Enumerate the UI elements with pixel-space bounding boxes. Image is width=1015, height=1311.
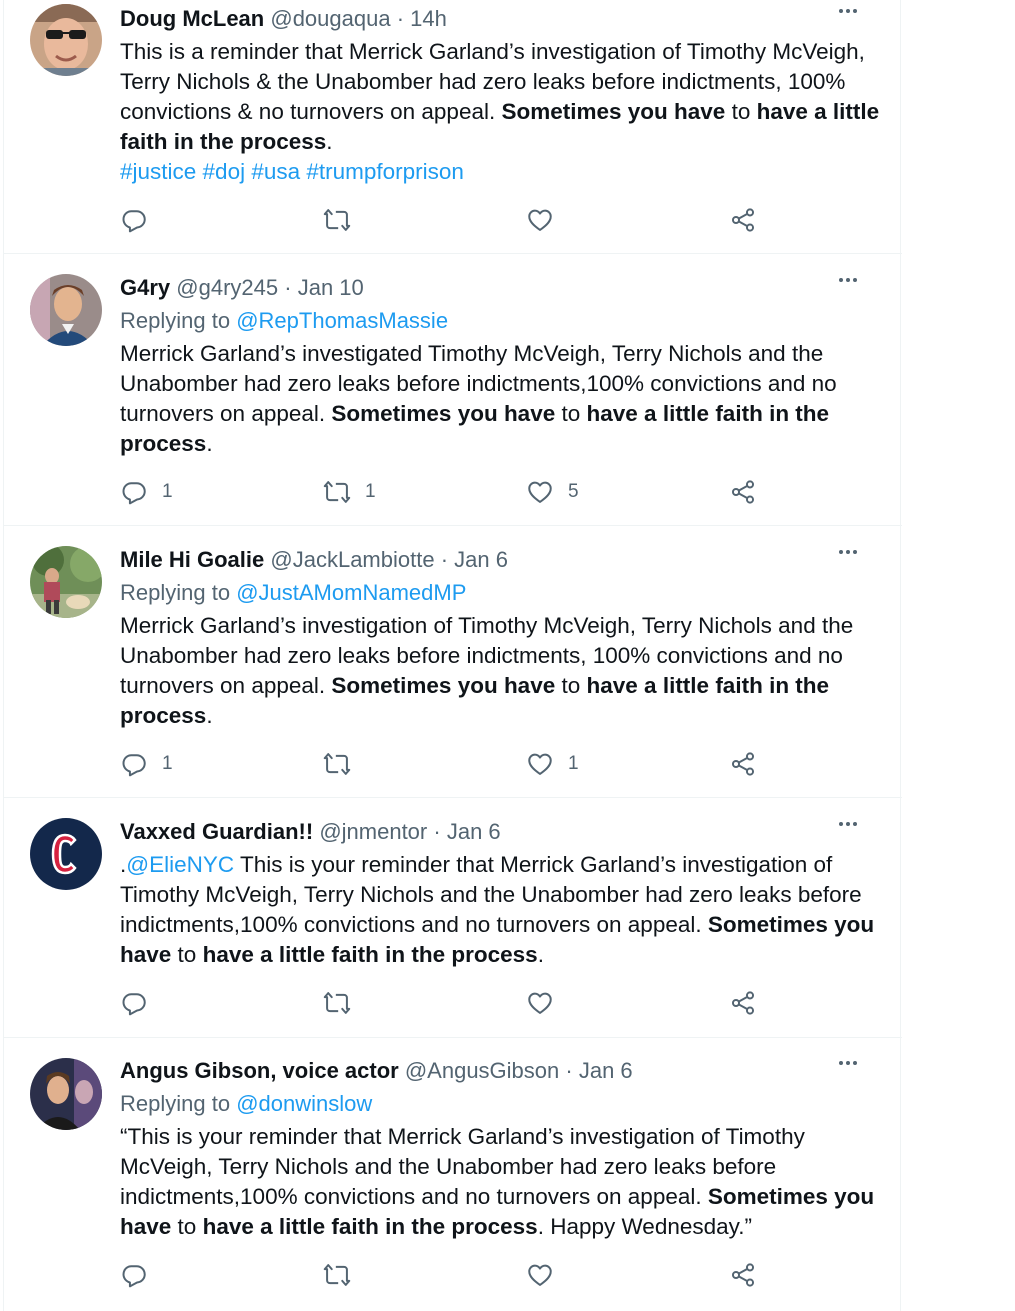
bold-text: Sometimes you have [331, 673, 556, 698]
author-handle[interactable]: @JackLambiotte [270, 547, 435, 572]
hashtags[interactable]: #justice #doj #usa #trumpforprison [120, 159, 464, 184]
text: . [206, 703, 213, 728]
avatar[interactable] [30, 818, 102, 890]
reply-count: 1 [162, 481, 173, 502]
replying-to [120, 306, 448, 336]
reply-button[interactable] [120, 205, 162, 235]
share-icon [729, 478, 757, 506]
like-icon [526, 750, 554, 778]
author-name[interactable]: Vaxxed Guardian!! [120, 819, 314, 844]
text: to [725, 99, 757, 124]
bold-text: have a little faith in the process [202, 1214, 538, 1239]
tweet-header [120, 546, 882, 574]
reply-button[interactable] [120, 749, 173, 779]
tweet[interactable] [4, 526, 902, 798]
retweet-icon [323, 1261, 351, 1289]
text: . [206, 431, 213, 456]
text: . [537, 942, 544, 967]
tweet-text [120, 37, 895, 187]
text: This is a reminder that Merrick Garland’s investigation of Timothy McVeigh, Terry Nichols & the Unabomber had zero leaks before indictments, 100% convictions & no turnovers on appeal. [120, 39, 865, 124]
replying-label: Replying to [120, 308, 231, 333]
like-button[interactable] [526, 205, 568, 235]
avatar[interactable] [30, 4, 102, 76]
text: Merrick Garland’s investigation of Timothy McVeigh, Terry Nichols and the Unabomber had zero leaks before indictments, 100% convictions and no turnovers on appeal. [120, 613, 854, 698]
timestamp[interactable]: Jan 6 [454, 547, 508, 572]
like-count: 1 [568, 753, 579, 774]
reply-icon [120, 206, 148, 234]
retweet-button[interactable] [323, 988, 365, 1018]
separator: · [433, 819, 441, 844]
retweet-button[interactable] [323, 1260, 365, 1290]
text: Merrick Garland’s investigated Timothy McVeigh, Terry Nichols and the Unabomber had zero leaks before indictments,100% convictions and no turnovers on appeal. [120, 341, 837, 426]
timestamp[interactable]: Jan 6 [578, 1058, 633, 1083]
tweet[interactable] [4, 254, 902, 526]
tweet[interactable] [4, 1038, 902, 1311]
replying-label: Replying to [120, 1091, 231, 1116]
reply-button[interactable] [120, 1260, 162, 1290]
tweet[interactable] [4, 798, 902, 1038]
action-bar [120, 205, 800, 235]
bold-text: have a little faith in the process [120, 401, 830, 456]
share-icon [729, 206, 757, 234]
separator: · [396, 6, 405, 31]
text: This is your reminder that Merrick Garland’s investigation of Timothy McVeigh, Terry Nichols and the Unabomber had zero leaks before indictments,100% convictions and no turnovers on appeal. [120, 852, 862, 937]
action-bar [120, 1260, 800, 1290]
like-count: 5 [568, 481, 579, 502]
share-button[interactable] [729, 477, 757, 507]
like-button[interactable] [526, 988, 568, 1018]
retweet-button[interactable] [323, 205, 365, 235]
tweet-header [120, 5, 882, 33]
like-icon [526, 989, 554, 1017]
text: to [555, 673, 587, 698]
like-icon [526, 1261, 554, 1289]
tweet[interactable] [4, 0, 902, 254]
action-bar [120, 988, 800, 1018]
bold-text: Sometimes you have [120, 1184, 875, 1239]
reply-icon [120, 1261, 148, 1289]
timestamp[interactable]: 14h [410, 6, 447, 31]
text: . Happy Wednesday.” [537, 1214, 752, 1239]
replying-to [120, 1089, 372, 1119]
share-button[interactable] [729, 988, 757, 1018]
action-bar [120, 477, 800, 507]
like-button[interactable] [526, 477, 579, 507]
tweet-feed [3, 0, 901, 1311]
timestamp[interactable]: Jan 6 [446, 819, 501, 844]
author-handle[interactable]: @AngusGibson [404, 1058, 560, 1083]
author-handle[interactable]: @dougaqua [270, 6, 391, 31]
reply-icon [120, 750, 148, 778]
author-name[interactable]: G4ry [120, 275, 171, 300]
share-button[interactable] [729, 1260, 757, 1290]
retweet-button[interactable] [323, 749, 365, 779]
share-icon [729, 989, 757, 1017]
retweet-button[interactable] [323, 477, 376, 507]
timestamp[interactable]: Jan 10 [297, 275, 364, 300]
more-options-icon[interactable] [839, 550, 857, 554]
text: to [171, 942, 203, 967]
mention-link[interactable]: @ElieNYC [126, 852, 235, 877]
more-options-icon[interactable] [839, 1061, 857, 1065]
reply-icon [120, 478, 148, 506]
text: “This is your reminder that Merrick Garland’s investigation of Timothy McVeigh, Terry Nichols and the Unabomber had zero leaks before indictments,100% convictions and no turnovers on appeal. [120, 1124, 805, 1209]
bold-text: Sometimes you have [331, 401, 556, 426]
bold-text: Sometimes you have [501, 99, 726, 124]
like-button[interactable] [526, 749, 579, 779]
author-name[interactable]: Mile Hi Goalie [120, 547, 265, 572]
author-handle[interactable]: @jnmentor [319, 819, 428, 844]
reply-mention-link[interactable]: @donwinslow [236, 1091, 373, 1116]
author-handle[interactable]: @g4ry245 [176, 275, 279, 300]
author-name[interactable]: Doug McLean [120, 6, 265, 31]
share-icon [729, 1261, 757, 1289]
bold-text: Sometimes you have [120, 912, 875, 967]
retweet-icon [323, 478, 351, 506]
avatar[interactable] [30, 1058, 102, 1130]
author-name[interactable]: Angus Gibson, voice actor [120, 1058, 399, 1083]
reply-button[interactable] [120, 988, 162, 1018]
text: . [326, 129, 333, 154]
text: to [171, 1214, 203, 1239]
reply-button[interactable] [120, 477, 173, 507]
replying-to [120, 578, 466, 608]
like-icon [526, 206, 554, 234]
separator: · [565, 1058, 573, 1083]
share-button[interactable] [729, 205, 757, 235]
tweet-header [120, 1057, 882, 1085]
bold-text: have a little faith in the process [120, 673, 830, 728]
more-options-icon[interactable] [839, 9, 857, 13]
more-options-icon[interactable] [839, 278, 857, 282]
separator: · [440, 547, 449, 572]
reply-mention-link[interactable]: @RepThomasMassie [236, 308, 449, 333]
tweet-text [120, 339, 895, 459]
bold-text: have a little faith in the process [120, 99, 880, 154]
tweet-text [120, 1122, 895, 1242]
tweet-header [120, 818, 882, 846]
avatar[interactable] [30, 274, 102, 346]
action-bar [120, 749, 800, 779]
more-options-icon[interactable] [839, 822, 857, 826]
reply-count: 1 [162, 753, 173, 774]
retweet-icon [323, 989, 351, 1017]
retweet-icon [323, 206, 351, 234]
tweet-text [120, 611, 895, 731]
separator: · [284, 275, 292, 300]
like-button[interactable] [526, 1260, 568, 1290]
reply-mention-link[interactable]: @JustAMomNamedMP [236, 580, 467, 605]
text: . [120, 852, 127, 877]
replying-label: Replying to [120, 580, 231, 605]
tweet-text [120, 850, 895, 970]
avatar[interactable] [30, 546, 102, 618]
bold-text: have a little faith in the process [202, 942, 538, 967]
retweet-icon [323, 750, 351, 778]
like-icon [526, 478, 554, 506]
text: to [555, 401, 587, 426]
tweet-header [120, 274, 882, 302]
share-button[interactable] [729, 749, 757, 779]
reply-icon [120, 989, 148, 1017]
share-icon [729, 750, 757, 778]
retweet-count: 1 [365, 481, 376, 502]
